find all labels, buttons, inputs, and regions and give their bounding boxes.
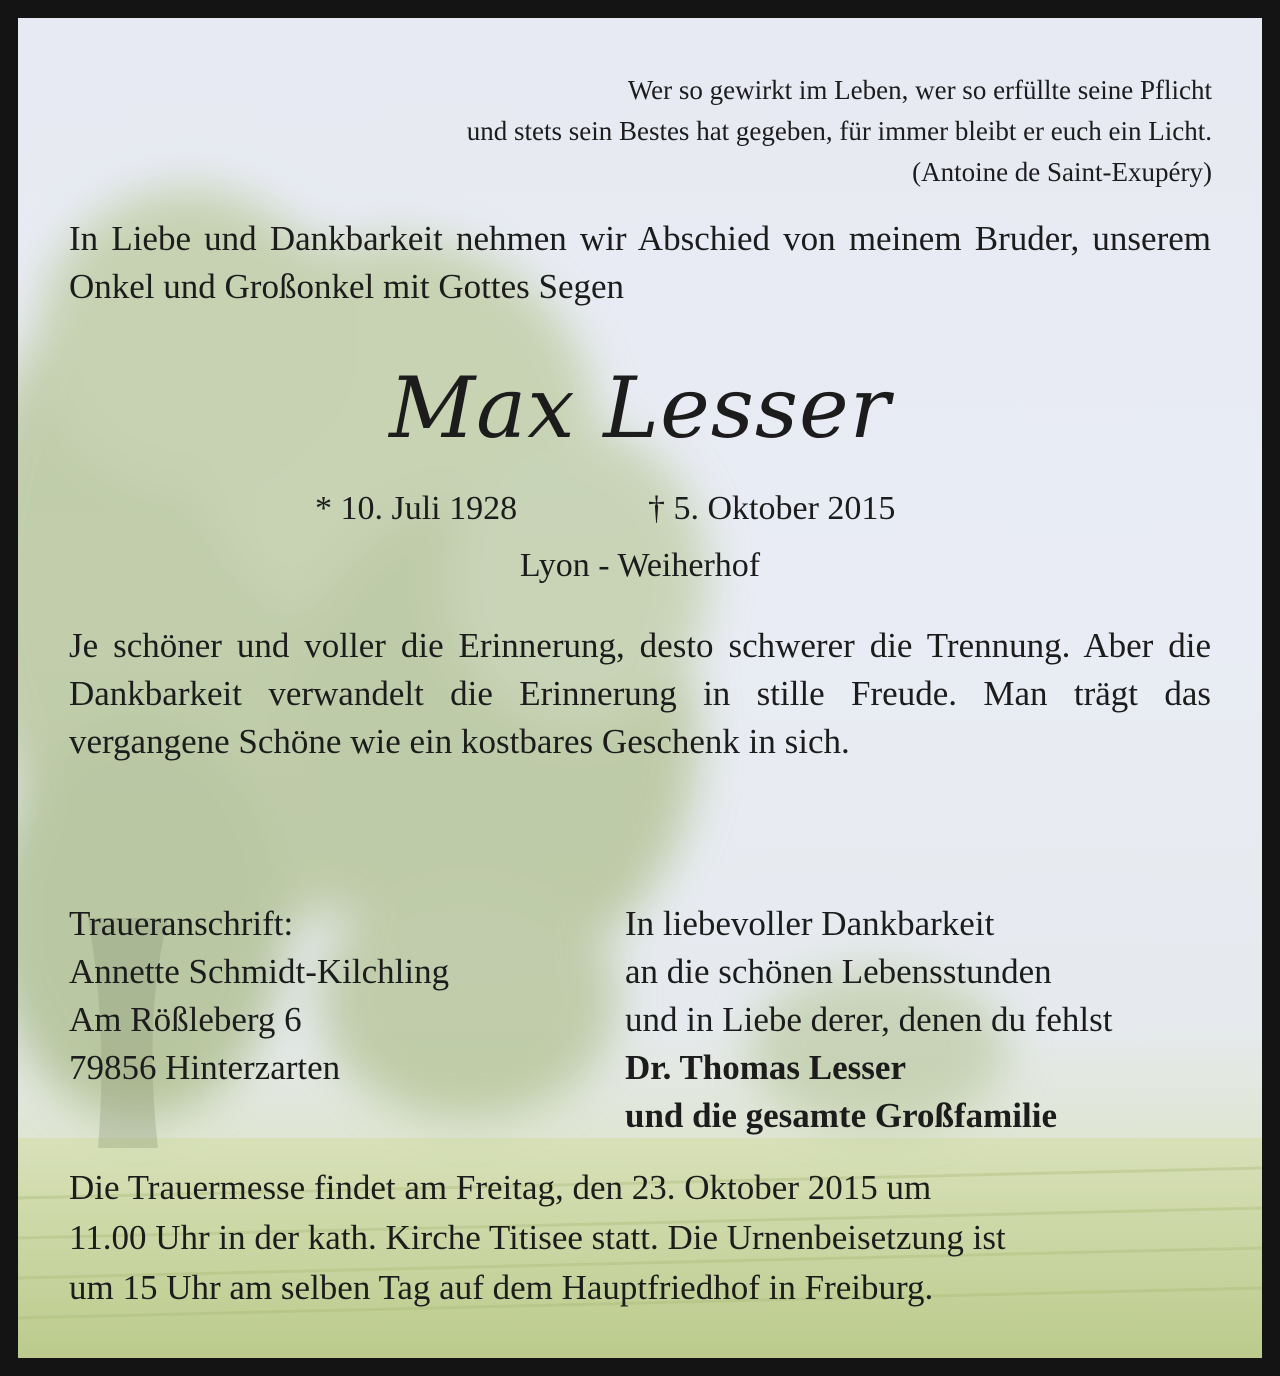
address-line: Am Rößleberg 6 <box>69 1000 302 1039</box>
address-line: Annette Schmidt-Kilchling <box>69 952 450 991</box>
quote-line: Wer so gewirkt im Leben, wer so erfüllte seine Pflicht <box>627 75 1212 105</box>
memory-text: Je schöner und voller die Erinnerung, desto schwerer die Trennung. Aber die Dankbarkeit verwandelt die Erinnerung in stille Freude. Man trägt das vergangene Schöne wie ein kostbares Geschenk in sich. <box>69 626 1211 761</box>
farewell-intro: In Liebe und Dankbarkeit nehmen wir Abschied von meinem Bruder, unserem Onkel und Großonkel mit Gottes Segen <box>69 219 1211 306</box>
places-of-life: Lyon - Weiherhof <box>519 547 761 584</box>
signatory-family: und die gesamte Großfamilie <box>625 1096 1057 1135</box>
thanks-line: In liebevoller Dankbarkeit <box>625 904 995 943</box>
deceased-name: Max Lesser <box>389 359 891 457</box>
quote-author: (Antoine de Saint-Exupéry) <box>912 157 1212 187</box>
service-line: um 15 Uhr am selben Tag auf dem Hauptfriedhof in Freiburg. <box>69 1268 934 1307</box>
thanks-line: an die schönen Lebensstunden <box>625 952 1052 991</box>
mourning-address <box>69 900 449 1092</box>
address-line: 79856 Hinterzarten <box>69 1048 341 1087</box>
thanks-block <box>625 900 1112 1140</box>
service-line: 11.00 Uhr in der kath. Kirche Titisee statt. Die Urnenbeisetzung ist <box>69 1218 1006 1257</box>
service-info <box>69 1163 1211 1313</box>
signatory-name: Dr. Thomas Lesser <box>625 1048 906 1087</box>
quote-line: und stets sein Bestes hat gegeben, für immer bleibt er euch ein Licht. <box>466 116 1212 146</box>
birth-date: * 10. Juli 1928 <box>315 490 518 527</box>
address-heading: Traueranschrift: <box>69 904 294 943</box>
death-date: † 5. Oktober 2015 <box>648 490 896 527</box>
service-line: Die Trauermesse findet am Freitag, den 23. Oktober 2015 um <box>69 1168 932 1207</box>
thanks-line: und in Liebe derer, denen du fehlst <box>625 1000 1113 1039</box>
epigraph-quote <box>467 70 1212 193</box>
